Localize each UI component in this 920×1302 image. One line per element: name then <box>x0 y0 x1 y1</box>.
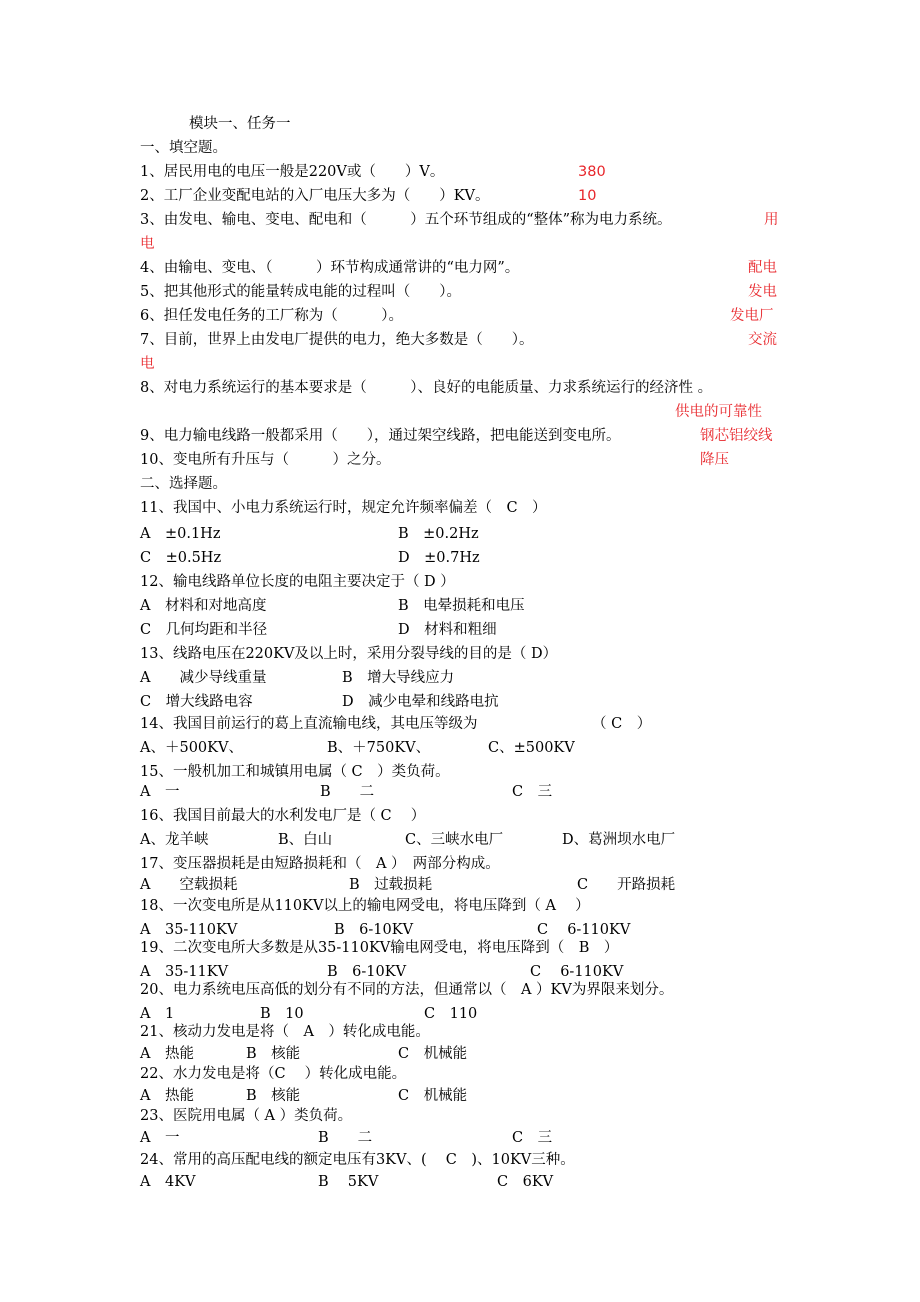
option-12-d: D 材料和粗细 <box>398 622 497 638</box>
option-12-a: A 材料和对地高度 <box>140 598 267 614</box>
option-16-b: B、白山 <box>278 832 333 848</box>
option-20-c: C 110 <box>424 1006 478 1022</box>
option-19-c: C 6-110KV <box>530 964 624 980</box>
question-19: 19、二次变电所大多数是从35-110KV输电网受电，将电压降到（ B ） <box>140 940 619 956</box>
question-10: 10、变电所有升压与（ ）之分。 <box>140 452 391 468</box>
option-17-c: C 开路损耗 <box>577 877 676 893</box>
option-11-a: A ±0.1Hz <box>140 526 221 542</box>
option-14-b: B、＋750KV、 <box>327 740 431 756</box>
answer-1: 380 <box>578 164 606 180</box>
option-23-a: A 一 <box>140 1130 180 1146</box>
option-23-b: B 二 <box>318 1130 373 1146</box>
option-15-c: C 三 <box>512 784 553 800</box>
option-16-d: D、葛洲坝水电厂 <box>562 832 676 848</box>
option-11-d: D ±0.7Hz <box>398 550 480 566</box>
question-2: 2、工厂企业变配电站的入厂电压大多为（ ）KV。 <box>140 188 490 204</box>
answer-6: 发电厂 <box>730 308 774 324</box>
question-5: 5、把其他形式的能量转成电能的过程叫（ ）。 <box>140 284 461 300</box>
option-14-c: C、±500KV <box>488 740 575 756</box>
option-24-b: B 5KV <box>318 1174 379 1190</box>
question-13: 13、线路电压在220KV及以上时，采用分裂导线的目的是（ D） <box>140 646 558 662</box>
question-8: 8、对电力系统运行的基本要求是（ ）、良好的电能质量、力求系统运行的经济性 。 <box>140 380 713 396</box>
answer-3-part2: 电 <box>140 236 155 252</box>
answer-14: （ C ） <box>592 716 652 732</box>
option-21-c: C 机械能 <box>398 1046 468 1062</box>
answer-5: 发电 <box>748 284 777 300</box>
option-16-a: A、龙羊峡 <box>140 832 209 848</box>
section-heading-fill: 一、填空题。 <box>140 140 227 156</box>
option-18-a: A 35-110KV <box>140 922 238 938</box>
question-18: 18、一次变电所是从110KV以上的输电网受电，将电压降到（ A ） <box>140 898 590 914</box>
answer-7-part1: 交流 <box>748 332 777 348</box>
option-18-c: C 6-110KV <box>537 922 631 938</box>
option-20-b: B 10 <box>260 1006 304 1022</box>
answer-2: 10 <box>578 188 597 204</box>
option-21-b: B 核能 <box>246 1046 301 1062</box>
question-20: 20、电力系统电压高低的划分有不同的方法，但通常以（ A ）KV为界限来划分。 <box>140 982 674 998</box>
option-13-b: B 增大导线应力 <box>342 670 455 686</box>
question-21: 21、核动力发电是将（ A ）转化成电能。 <box>140 1024 430 1040</box>
question-16: 16、我国目前最大的水利发电厂是（ C ） <box>140 808 426 824</box>
question-22: 22、水力发电是将（C ）转化成电能。 <box>140 1066 407 1082</box>
page-title: 模块一、任务一 <box>189 116 291 132</box>
option-24-a: A 4KV <box>140 1174 196 1190</box>
option-12-b: B 电晕损耗和电压 <box>398 598 525 614</box>
option-17-b: B 过载损耗 <box>349 877 433 893</box>
option-17-a: A 空载损耗 <box>140 877 238 893</box>
option-12-c: C 几何均距和半径 <box>140 622 268 638</box>
option-22-a: A 热能 <box>140 1088 194 1104</box>
question-7: 7、目前，世界上由发电厂提供的电力，绝大多数是（ ）。 <box>140 332 534 348</box>
option-16-c: C、三峡水电厂 <box>405 832 504 848</box>
question-4: 4、由输电、变电、（ ）环节构成通常讲的“电力网”。 <box>140 260 520 276</box>
question-23: 23、医院用电属（ A ）类负荷。 <box>140 1108 353 1124</box>
option-19-b: B 6-10KV <box>327 964 407 980</box>
option-22-b: B 核能 <box>246 1088 301 1104</box>
option-11-c: C ±0.5Hz <box>140 550 222 566</box>
option-23-c: C 三 <box>512 1130 553 1146</box>
question-6: 6、担任发电任务的工厂称为（ ）。 <box>140 308 403 324</box>
question-15: 15、一般机加工和城镇用电属（ C ）类负荷。 <box>140 764 450 780</box>
answer-7-part2: 电 <box>140 356 155 372</box>
option-18-b: B 6-10KV <box>334 922 414 938</box>
option-11-b: B ±0.2Hz <box>398 526 479 542</box>
question-14: 14、我国目前运行的葛上直流输电线，其电压等级为 <box>140 716 478 732</box>
answer-8: 供电的可靠性 <box>675 404 762 420</box>
answer-9: 钢芯铝绞线 <box>700 428 773 444</box>
option-20-a: A 1 <box>140 1006 175 1022</box>
option-14-a: A、＋500KV、 <box>140 740 243 756</box>
question-3: 3、由发电、输电、变电、配电和（ ）五个环节组成的“整体”称为电力系统。 <box>140 212 672 228</box>
question-1: 1、居民用电的电压一般是220V或（ ）V。 <box>140 164 445 180</box>
option-13-d: D 减少电晕和线路电抗 <box>342 694 499 710</box>
question-12: 12、输电线路单位长度的电阻主要决定于（ D ） <box>140 574 455 590</box>
option-13-a: A 减少导线重量 <box>140 670 267 686</box>
question-11: 11、我国中、小电力系统运行时，规定允许频率偏差（ C ） <box>140 500 547 516</box>
option-15-a: A 一 <box>140 784 180 800</box>
option-13-c: C 增大线路电容 <box>140 694 253 710</box>
option-24-c: C 6KV <box>497 1174 554 1190</box>
question-9: 9、电力输电线路一般都采用（ ），通过架空线路，把电能送到变电所。 <box>140 428 621 444</box>
option-21-a: A 热能 <box>140 1046 194 1062</box>
answer-3-part1: 用 <box>764 212 779 228</box>
answer-10: 降压 <box>700 452 729 468</box>
option-19-a: A 35-11KV <box>140 964 229 980</box>
option-15-b: B 二 <box>320 784 375 800</box>
question-17: 17、变压器损耗是由短路损耗和（ A ） 两部分构成。 <box>140 856 500 872</box>
question-24: 24、常用的高压配电线的额定电压有3KV、( C )、10KV三种。 <box>140 1152 575 1168</box>
option-22-c: C 机械能 <box>398 1088 468 1104</box>
answer-4: 配电 <box>748 260 777 276</box>
section-heading-choice: 二、选择题。 <box>140 476 227 492</box>
